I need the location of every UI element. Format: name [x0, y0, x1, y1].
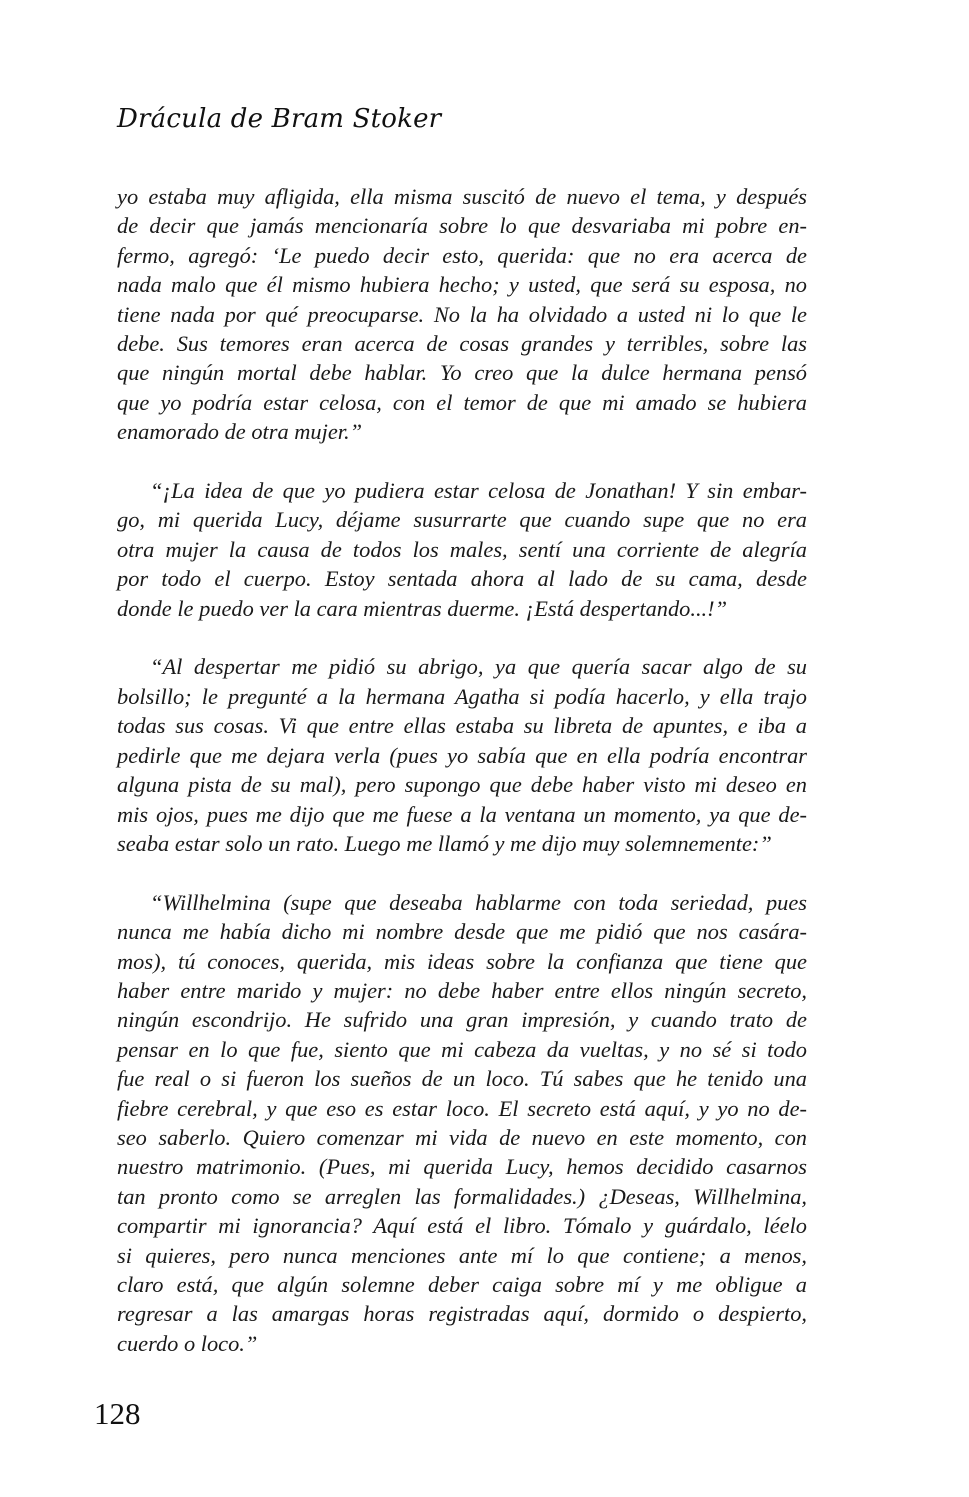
text-line: por todo el cuerpo. Estoy sentada ahora al lado de su cama, desde: [117, 566, 807, 592]
text-line: si quieres, pero nunca menciones ante mí lo que contiene; a menos,: [117, 1242, 807, 1268]
page-number: 128: [94, 1396, 141, 1431]
text-line: debe. Sus temores eran acerca de cosas grandes y terribles, sobre las: [117, 331, 807, 357]
text-line: fermo, agregó: ‘Le puedo decir esto, querida: que no era acerca de: [117, 242, 807, 268]
text-line: bolsillo; le pregunté a la hermana Agatha si podía hacerlo, y ella trajo: [117, 683, 807, 709]
text-line: otra mujer la causa de todos los males, sentí una corriente de alegría: [117, 536, 807, 562]
body-text: [117, 182, 807, 1388]
text-line: “Al despertar me pidió su abrigo, ya que quería sacar algo de su: [150, 654, 807, 680]
text-line: regresar a las amargas horas registradas aquí, dormido o despierto,: [117, 1301, 807, 1327]
text-line: seaba estar solo un rato. Luego me llamó y me dijo muy solemnemente:”: [117, 830, 772, 856]
text-line: donde le puedo ver la cara mientras duerme. ¡Está despertando...!”: [117, 595, 728, 621]
text-line: fiebre cerebral, y que eso es estar loco. El secreto está aquí, y yo no de-: [117, 1095, 807, 1121]
text-line: go, mi querida Lucy, déjame susurrarte que cuando supe que no era: [117, 507, 807, 533]
text-line: haber entre marido y mujer: no debe haber entre ellos ningún secreto,: [117, 977, 807, 1003]
text-line: fue real o si fueron los sueños de un loco. Tú sabes que he tenido una: [117, 1066, 807, 1092]
text-line: “¡La idea de que yo pudiera estar celosa de Jonathan! Y sin embar-: [150, 478, 807, 504]
text-line: de decir que jamás mencionaría sobre lo que desvariaba mi pobre en-: [117, 213, 807, 239]
paragraph: [117, 476, 807, 623]
paragraph: [117, 652, 807, 858]
text-line: pedirle que me dejara verla (pues yo sabía que en ella podría encontrar: [117, 742, 807, 768]
text-line: seo saberlo. Quiero comenzar mi vida de nuevo en este momento, con: [117, 1124, 807, 1150]
text-line: ningún escondrijo. He sufrido una gran impresión, y cuando trato de: [117, 1007, 807, 1033]
text-line: enamorado de otra mujer.”: [117, 419, 363, 445]
text-line: compartir mi ignorancia? Aquí está el libro. Tómalo y guárdalo, léelo: [117, 1213, 807, 1239]
text-line: mos), tú conoces, querida, mis ideas sobre la confianza que tiene que: [117, 948, 807, 974]
text-line: cuerdo o loco.”: [117, 1330, 258, 1356]
text-line: claro está, que algún solemne deber caiga sobre mí y me obligue a: [117, 1271, 807, 1297]
text-line: nuestro matrimonio. (Pues, mi querida Lucy, hemos decidido casarnos: [117, 1154, 807, 1180]
text-line: yo estaba muy afligida, ella misma suscitó de nuevo el tema, y después: [117, 184, 807, 209]
text-line: nunca me había dicho mi nombre desde que me pidió que nos casára-: [117, 919, 807, 945]
running-title: Drácula de Bram Stoker: [117, 104, 442, 134]
text-line: alguna pista de su mal), pero supongo que debe haber visto mi deseo en: [117, 772, 807, 798]
text-line: mis ojos, pues me dijo que me fuese a la ventana un momento, ya que de-: [117, 801, 807, 827]
text-line: tiene nada por qué preocuparse. No la ha olvidado a usted ni lo que le: [117, 301, 807, 327]
text-line: que yo podría estar celosa, con el temor de que mi amado se hubiera: [117, 389, 807, 415]
text-line: “Willhelmina (supe que deseaba hablarme con toda seriedad, pues: [150, 889, 807, 915]
text-line: que ningún mortal debe hablar. Yo creo que la dulce hermana pensó: [117, 360, 807, 386]
text-line: nada malo que él mismo hubiera hecho; y usted, que será su esposa, no: [117, 272, 807, 298]
text-line: pensar en lo que fue, siento que mi cabeza da vueltas, y no sé si todo: [117, 1036, 807, 1062]
paragraph: [117, 888, 807, 1359]
text-line: tan pronto como se arreglen las formalidades.) ¿Deseas, Willhelmina,: [117, 1183, 807, 1209]
paragraph: [117, 182, 807, 447]
text-line: todas sus cosas. Vi que entre ellas estaba su libreta de apuntes, e iba a: [117, 713, 807, 739]
